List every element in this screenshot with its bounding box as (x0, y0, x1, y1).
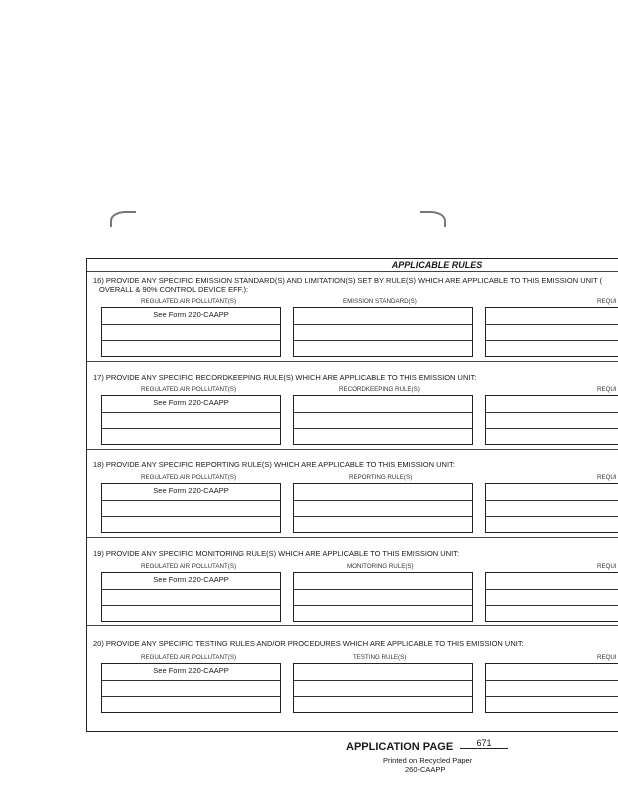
pollutant-field[interactable] (101, 483, 281, 533)
testing-rule-field[interactable] (293, 663, 473, 713)
question-17: 17) PROVIDE ANY SPECIFIC RECORDKEEPING RULE(S) WHICH ARE APPLICABLE TO THIS EMISSION UNIT: (93, 373, 477, 382)
reporting-rule-field[interactable] (293, 483, 473, 533)
col-header-pollutant: REGULATED AIR POLLUTANT(S) (141, 563, 237, 570)
col-header-third: REQUI (597, 386, 617, 393)
col-header-pollutant: REGULATED AIR POLLUTANT(S) (141, 386, 237, 393)
pollutant-value: See Form 220-CAAPP (153, 398, 229, 407)
requirement-field[interactable] (485, 483, 618, 533)
col-header-middle: REPORTING RULE(S) (349, 474, 413, 481)
pollutant-field[interactable] (101, 572, 281, 622)
requirement-field[interactable] (485, 663, 618, 713)
section-17-recordkeeping (87, 361, 618, 450)
section-19-monitoring (87, 537, 618, 626)
recordkeeping-rule-field[interactable] (293, 395, 473, 445)
section-title: APPLICABLE RULES (87, 259, 618, 272)
pollutant-value: See Form 220-CAAPP (153, 486, 229, 495)
col-header-third: REQUI (597, 298, 617, 305)
requirement-field[interactable] (485, 307, 618, 357)
pollutant-field[interactable] (101, 663, 281, 713)
requirement-field[interactable] (485, 572, 618, 622)
question-20: 20) PROVIDE ANY SPECIFIC TESTING RULES AND/OR PROCEDURES WHICH ARE APPLICABLE TO THIS EMISSION UNIT: (93, 639, 524, 648)
col-header-third: REQUI (597, 563, 617, 570)
pollutant-field[interactable] (101, 307, 281, 357)
recycled-paper-note: Printed on Recycled Paper (383, 756, 473, 765)
col-header-middle: MONITORING RULE(S) (347, 563, 414, 570)
punch-hole-right (420, 211, 446, 227)
monitoring-rule-field[interactable] (293, 572, 473, 622)
page-number: 671 (460, 738, 508, 749)
pollutant-value: See Form 220-CAAPP (153, 575, 229, 584)
question-18: 18) PROVIDE ANY SPECIFIC REPORTING RULE(S) WHICH ARE APPLICABLE TO THIS EMISSION UNIT: (93, 460, 455, 469)
pollutant-field[interactable] (101, 395, 281, 445)
section-18-reporting (87, 449, 618, 538)
col-header-pollutant: REGULATED AIR POLLUTANT(S) (141, 474, 237, 481)
application-page-label: APPLICATION PAGE (346, 741, 454, 753)
pollutant-value: See Form 220-CAAPP (153, 310, 229, 319)
col-header-middle: RECORDKEEPING RULE(S) (339, 386, 420, 393)
col-header-pollutant: REGULATED AIR POLLUTANT(S) (141, 298, 237, 305)
requirement-field[interactable] (485, 395, 618, 445)
col-header-middle: TESTING RULE(S) (353, 654, 407, 661)
col-header-pollutant: REGULATED AIR POLLUTANT(S) (141, 654, 237, 661)
applicable-rules-frame (86, 258, 618, 732)
col-header-third: REQUI (597, 654, 617, 661)
col-header-middle: EMISSION STANDARD(S) (343, 298, 417, 305)
section-16-emission-standards (87, 273, 618, 362)
emission-standard-field[interactable] (293, 307, 473, 357)
section-20-testing (87, 625, 618, 713)
form-code: 260-CAAPP (405, 765, 446, 774)
question-16: 16) PROVIDE ANY SPECIFIC EMISSION STANDARD(S) AND LIMITATION(S) SET BY RULE(S) WHICH ARE APPLICABLE TO THIS EMISSION UNIT ( OVERALL & 90% CONTROL DEVICE EFF.): (93, 276, 603, 294)
pollutant-value: See Form 220-CAAPP (153, 666, 229, 675)
question-19: 19) PROVIDE ANY SPECIFIC MONITORING RULE(S) WHICH ARE APPLICABLE TO THIS EMISSION UNIT: (93, 549, 460, 558)
col-header-third: REQUI (597, 474, 617, 481)
punch-hole-left (110, 211, 136, 227)
